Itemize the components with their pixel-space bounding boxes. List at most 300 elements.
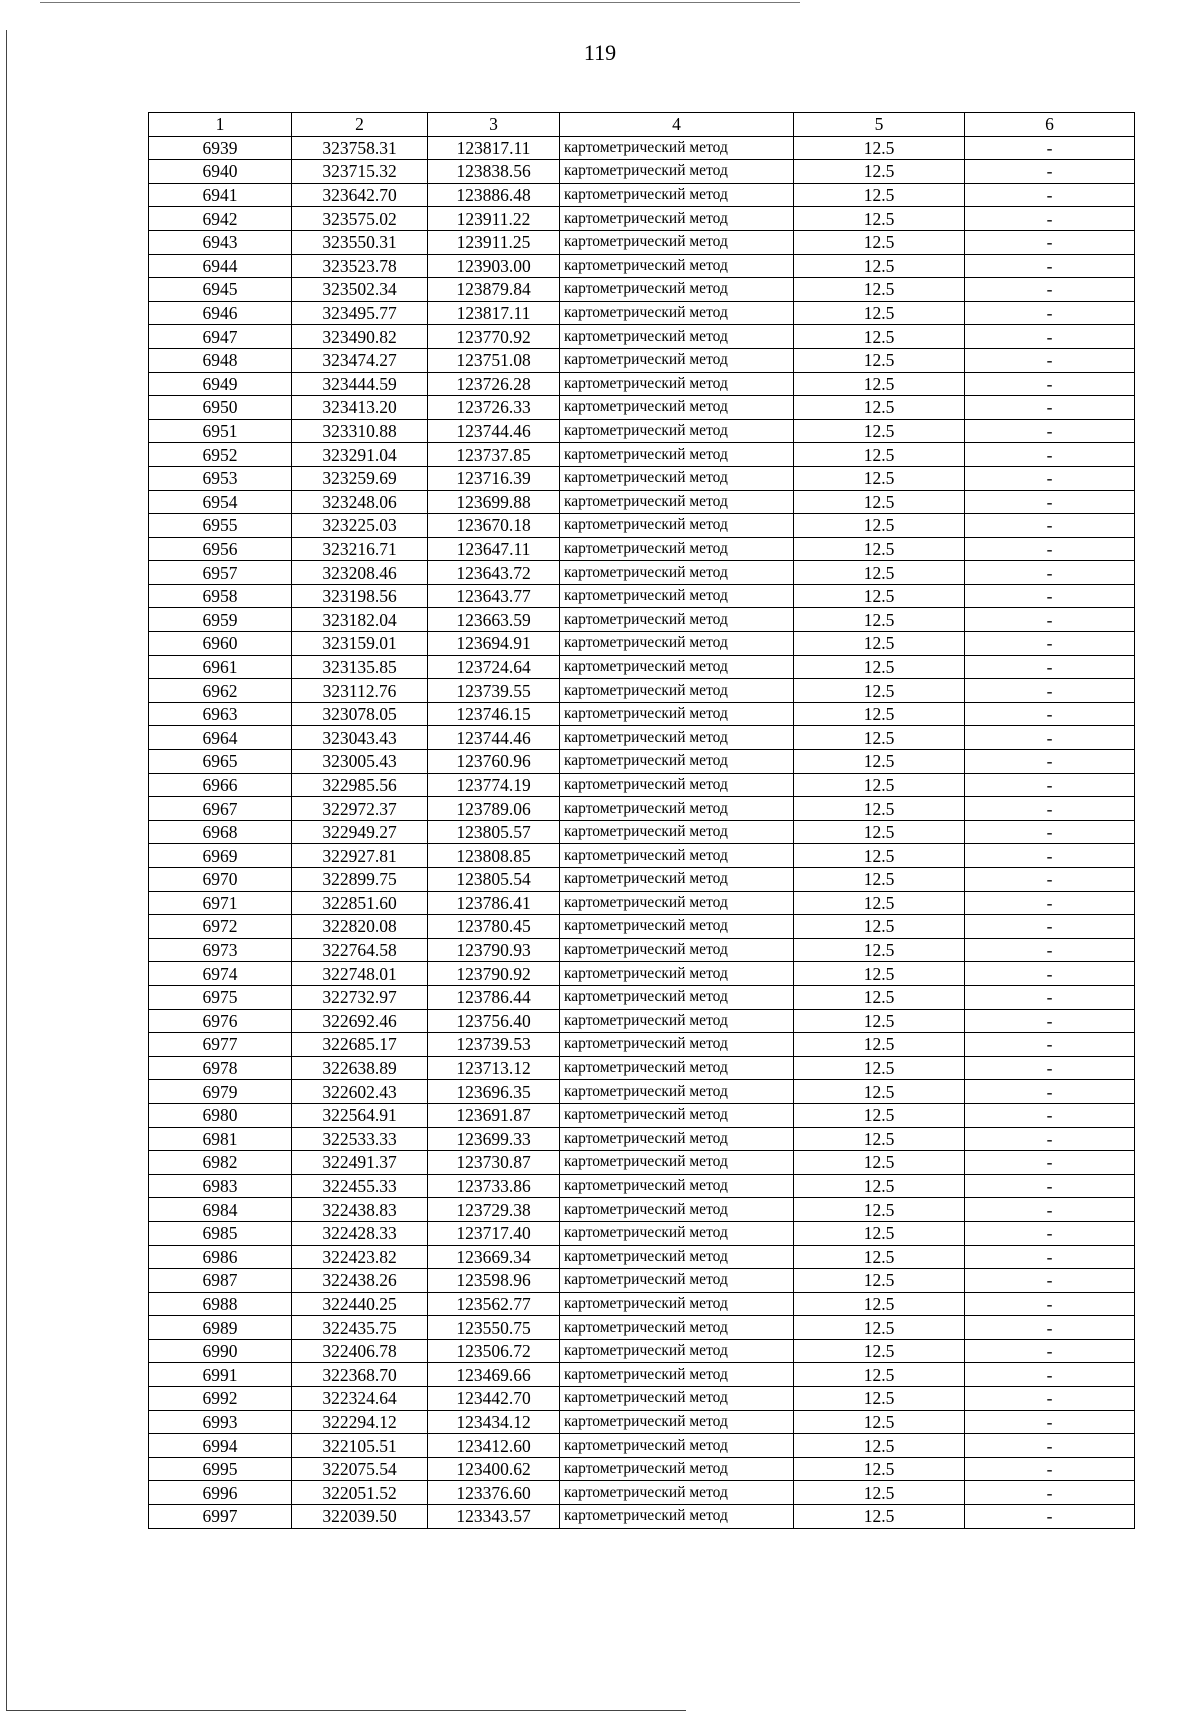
table-row <box>149 230 1135 254</box>
table-row <box>149 278 1135 302</box>
y-coordinate-cell: 123694.91 <box>428 632 560 656</box>
accuracy-cell: 12.5 <box>794 773 965 797</box>
x-coordinate-cell: 323642.70 <box>292 183 428 207</box>
accuracy-cell: 12.5 <box>794 419 965 443</box>
point-number-cell: 6980 <box>149 1103 292 1127</box>
point-number-cell: 6944 <box>149 254 292 278</box>
y-coordinate-cell: 123442.70 <box>428 1387 560 1411</box>
point-number-cell: 6946 <box>149 301 292 325</box>
note-cell: - <box>965 891 1135 915</box>
x-coordinate-cell: 323216.71 <box>292 537 428 561</box>
x-coordinate-cell: 322564.91 <box>292 1103 428 1127</box>
table-row <box>149 419 1135 443</box>
point-number-cell: 6953 <box>149 466 292 490</box>
y-coordinate-cell: 123696.35 <box>428 1080 560 1104</box>
x-coordinate-cell: 323259.69 <box>292 466 428 490</box>
point-number-cell: 6964 <box>149 726 292 750</box>
accuracy-cell: 12.5 <box>794 797 965 821</box>
accuracy-cell: 12.5 <box>794 750 965 774</box>
table-row <box>149 1457 1135 1481</box>
note-cell: - <box>965 254 1135 278</box>
y-coordinate-cell: 123805.57 <box>428 820 560 844</box>
y-coordinate-cell: 123756.40 <box>428 1009 560 1033</box>
point-number-cell: 6986 <box>149 1245 292 1269</box>
point-number-cell: 6941 <box>149 183 292 207</box>
accuracy-cell: 12.5 <box>794 844 965 868</box>
method-cell: картометрический метод <box>560 490 794 514</box>
point-number-cell: 6995 <box>149 1457 292 1481</box>
x-coordinate-cell: 322294.12 <box>292 1410 428 1434</box>
point-number-cell: 6978 <box>149 1056 292 1080</box>
y-coordinate-cell: 123746.15 <box>428 702 560 726</box>
table-row <box>149 561 1135 585</box>
point-number-cell: 6948 <box>149 348 292 372</box>
accuracy-cell: 12.5 <box>794 915 965 939</box>
point-number-cell: 6965 <box>149 750 292 774</box>
accuracy-cell: 12.5 <box>794 1174 965 1198</box>
table-row <box>149 1080 1135 1104</box>
point-number-cell: 6975 <box>149 985 292 1009</box>
point-number-cell: 6974 <box>149 962 292 986</box>
note-cell: - <box>965 561 1135 585</box>
note-cell: - <box>965 207 1135 231</box>
point-number-cell: 6951 <box>149 419 292 443</box>
x-coordinate-cell: 322764.58 <box>292 938 428 962</box>
method-cell: картометрический метод <box>560 1339 794 1363</box>
accuracy-cell: 12.5 <box>794 608 965 632</box>
method-cell: картометрический метод <box>560 1009 794 1033</box>
accuracy-cell: 12.5 <box>794 372 965 396</box>
method-cell: картометрический метод <box>560 915 794 939</box>
y-coordinate-cell: 123670.18 <box>428 514 560 538</box>
y-coordinate-cell: 123739.55 <box>428 679 560 703</box>
table-row <box>149 868 1135 892</box>
method-cell: картометрический метод <box>560 466 794 490</box>
accuracy-cell: 12.5 <box>794 1198 965 1222</box>
accuracy-cell: 12.5 <box>794 1009 965 1033</box>
header-cell-2: 2 <box>292 113 428 137</box>
x-coordinate-cell: 323159.01 <box>292 632 428 656</box>
accuracy-cell: 12.5 <box>794 396 965 420</box>
accuracy-cell: 12.5 <box>794 207 965 231</box>
note-cell: - <box>965 1434 1135 1458</box>
method-cell: картометрический метод <box>560 419 794 443</box>
note-cell: - <box>965 1151 1135 1175</box>
accuracy-cell: 12.5 <box>794 632 965 656</box>
method-cell: картометрический метод <box>560 1221 794 1245</box>
table-row <box>149 254 1135 278</box>
y-coordinate-cell: 123717.40 <box>428 1221 560 1245</box>
method-cell: картометрический метод <box>560 1127 794 1151</box>
point-number-cell: 6969 <box>149 844 292 868</box>
note-cell: - <box>965 278 1135 302</box>
table-row <box>149 325 1135 349</box>
table-row <box>149 1363 1135 1387</box>
method-cell: картометрический метод <box>560 1056 794 1080</box>
x-coordinate-cell: 323495.77 <box>292 301 428 325</box>
accuracy-cell: 12.5 <box>794 938 965 962</box>
note-cell: - <box>965 490 1135 514</box>
accuracy-cell: 12.5 <box>794 584 965 608</box>
method-cell: картометрический метод <box>560 891 794 915</box>
x-coordinate-cell: 322075.54 <box>292 1457 428 1481</box>
y-coordinate-cell: 123726.33 <box>428 396 560 420</box>
x-coordinate-cell: 322039.50 <box>292 1505 428 1529</box>
note-cell: - <box>965 396 1135 420</box>
x-coordinate-cell: 322455.33 <box>292 1174 428 1198</box>
x-coordinate-cell: 322685.17 <box>292 1033 428 1057</box>
table-row <box>149 985 1135 1009</box>
table-row <box>149 1387 1135 1411</box>
x-coordinate-cell: 323208.46 <box>292 561 428 585</box>
accuracy-cell: 12.5 <box>794 514 965 538</box>
method-cell: картометрический метод <box>560 1103 794 1127</box>
note-cell: - <box>965 1339 1135 1363</box>
y-coordinate-cell: 123730.87 <box>428 1151 560 1175</box>
y-coordinate-cell: 123737.85 <box>428 443 560 467</box>
note-cell: - <box>965 1363 1135 1387</box>
note-cell: - <box>965 750 1135 774</box>
coordinates-table <box>148 112 1135 1529</box>
accuracy-cell: 12.5 <box>794 136 965 160</box>
x-coordinate-cell: 323575.02 <box>292 207 428 231</box>
method-cell: картометрический метод <box>560 679 794 703</box>
table-row <box>149 655 1135 679</box>
y-coordinate-cell: 123598.96 <box>428 1269 560 1293</box>
table-row <box>149 183 1135 207</box>
table-row <box>149 915 1135 939</box>
accuracy-cell: 12.5 <box>794 443 965 467</box>
method-cell: картометрический метод <box>560 1080 794 1104</box>
method-cell: картометрический метод <box>560 254 794 278</box>
y-coordinate-cell: 123805.54 <box>428 868 560 892</box>
point-number-cell: 6984 <box>149 1198 292 1222</box>
note-cell: - <box>965 962 1135 986</box>
note-cell: - <box>965 1292 1135 1316</box>
table-row <box>149 1127 1135 1151</box>
note-cell: - <box>965 1410 1135 1434</box>
method-cell: картометрический метод <box>560 726 794 750</box>
y-coordinate-cell: 123669.34 <box>428 1245 560 1269</box>
point-number-cell: 6956 <box>149 537 292 561</box>
method-cell: картометрический метод <box>560 750 794 774</box>
y-coordinate-cell: 123808.85 <box>428 844 560 868</box>
y-coordinate-cell: 123729.38 <box>428 1198 560 1222</box>
note-cell: - <box>965 1457 1135 1481</box>
method-cell: картометрический метод <box>560 230 794 254</box>
x-coordinate-cell: 323413.20 <box>292 396 428 420</box>
y-coordinate-cell: 123724.64 <box>428 655 560 679</box>
table-row <box>149 1339 1135 1363</box>
point-number-cell: 6983 <box>149 1174 292 1198</box>
method-cell: картометрический метод <box>560 1434 794 1458</box>
header-cell-3: 3 <box>428 113 560 137</box>
note-cell: - <box>965 419 1135 443</box>
method-cell: картометрический метод <box>560 1363 794 1387</box>
y-coordinate-cell: 123774.19 <box>428 773 560 797</box>
method-cell: картометрический метод <box>560 514 794 538</box>
y-coordinate-cell: 123663.59 <box>428 608 560 632</box>
method-cell: картометрический метод <box>560 820 794 844</box>
point-number-cell: 6973 <box>149 938 292 962</box>
header-cell-4: 4 <box>560 113 794 137</box>
note-cell: - <box>965 868 1135 892</box>
point-number-cell: 6977 <box>149 1033 292 1057</box>
x-coordinate-cell: 323043.43 <box>292 726 428 750</box>
method-cell: картометрический метод <box>560 1292 794 1316</box>
table-row <box>149 797 1135 821</box>
accuracy-cell: 12.5 <box>794 1481 965 1505</box>
x-coordinate-cell: 322638.89 <box>292 1056 428 1080</box>
note-cell: - <box>965 1056 1135 1080</box>
accuracy-cell: 12.5 <box>794 1103 965 1127</box>
accuracy-cell: 12.5 <box>794 183 965 207</box>
y-coordinate-cell: 123699.33 <box>428 1127 560 1151</box>
y-coordinate-cell: 123911.22 <box>428 207 560 231</box>
method-cell: картометрический метод <box>560 160 794 184</box>
point-number-cell: 6957 <box>149 561 292 585</box>
x-coordinate-cell: 323310.88 <box>292 419 428 443</box>
point-number-cell: 6979 <box>149 1080 292 1104</box>
method-cell: картометрический метод <box>560 962 794 986</box>
point-number-cell: 6963 <box>149 702 292 726</box>
note-cell: - <box>965 1080 1135 1104</box>
point-number-cell: 6960 <box>149 632 292 656</box>
table-row <box>149 1033 1135 1057</box>
method-cell: картометрический метод <box>560 1033 794 1057</box>
accuracy-cell: 12.5 <box>794 891 965 915</box>
point-number-cell: 6939 <box>149 136 292 160</box>
method-cell: картометрический метод <box>560 207 794 231</box>
table-row <box>149 702 1135 726</box>
table-row <box>149 962 1135 986</box>
method-cell: картометрический метод <box>560 702 794 726</box>
y-coordinate-cell: 123733.86 <box>428 1174 560 1198</box>
y-coordinate-cell: 123790.92 <box>428 962 560 986</box>
accuracy-cell: 12.5 <box>794 1033 965 1057</box>
y-coordinate-cell: 123343.57 <box>428 1505 560 1529</box>
y-coordinate-cell: 123400.62 <box>428 1457 560 1481</box>
point-number-cell: 6994 <box>149 1434 292 1458</box>
point-number-cell: 6993 <box>149 1410 292 1434</box>
accuracy-cell: 12.5 <box>794 466 965 490</box>
method-cell: картометрический метод <box>560 985 794 1009</box>
x-coordinate-cell: 322438.26 <box>292 1269 428 1293</box>
method-cell: картометрический метод <box>560 1481 794 1505</box>
method-cell: картометрический метод <box>560 584 794 608</box>
y-coordinate-cell: 123726.28 <box>428 372 560 396</box>
x-coordinate-cell: 322491.37 <box>292 1151 428 1175</box>
y-coordinate-cell: 123744.46 <box>428 726 560 750</box>
x-coordinate-cell: 323182.04 <box>292 608 428 632</box>
x-coordinate-cell: 322949.27 <box>292 820 428 844</box>
point-number-cell: 6968 <box>149 820 292 844</box>
accuracy-cell: 12.5 <box>794 1434 965 1458</box>
point-number-cell: 6954 <box>149 490 292 514</box>
point-number-cell: 6996 <box>149 1481 292 1505</box>
table-row <box>149 396 1135 420</box>
table-row <box>149 891 1135 915</box>
note-cell: - <box>965 1174 1135 1198</box>
accuracy-cell: 12.5 <box>794 1387 965 1411</box>
y-coordinate-cell: 123744.46 <box>428 419 560 443</box>
accuracy-cell: 12.5 <box>794 230 965 254</box>
x-coordinate-cell: 322732.97 <box>292 985 428 1009</box>
note-cell: - <box>965 372 1135 396</box>
scan-edge-bottom <box>6 1710 686 1711</box>
table-row <box>149 1316 1135 1340</box>
note-cell: - <box>965 820 1135 844</box>
method-cell: картометрический метод <box>560 844 794 868</box>
table-body <box>149 136 1135 1528</box>
point-number-cell: 6971 <box>149 891 292 915</box>
note-cell: - <box>965 160 1135 184</box>
point-number-cell: 6940 <box>149 160 292 184</box>
method-cell: картометрический метод <box>560 396 794 420</box>
x-coordinate-cell: 323078.05 <box>292 702 428 726</box>
point-number-cell: 6947 <box>149 325 292 349</box>
note-cell: - <box>965 1103 1135 1127</box>
note-cell: - <box>965 1269 1135 1293</box>
y-coordinate-cell: 123643.72 <box>428 561 560 585</box>
accuracy-cell: 12.5 <box>794 537 965 561</box>
point-number-cell: 6942 <box>149 207 292 231</box>
note-cell: - <box>965 1245 1135 1269</box>
accuracy-cell: 12.5 <box>794 985 965 1009</box>
point-number-cell: 6972 <box>149 915 292 939</box>
accuracy-cell: 12.5 <box>794 1339 965 1363</box>
note-cell: - <box>965 655 1135 679</box>
x-coordinate-cell: 322820.08 <box>292 915 428 939</box>
table-row <box>149 844 1135 868</box>
table-row <box>149 1292 1135 1316</box>
note-cell: - <box>965 183 1135 207</box>
method-cell: картометрический метод <box>560 1505 794 1529</box>
note-cell: - <box>965 230 1135 254</box>
x-coordinate-cell: 323112.76 <box>292 679 428 703</box>
method-cell: картометрический метод <box>560 1269 794 1293</box>
method-cell: картометрический метод <box>560 1387 794 1411</box>
point-number-cell: 6990 <box>149 1339 292 1363</box>
header-cell-5: 5 <box>794 113 965 137</box>
note-cell: - <box>965 1481 1135 1505</box>
note-cell: - <box>965 466 1135 490</box>
accuracy-cell: 12.5 <box>794 868 965 892</box>
point-number-cell: 6985 <box>149 1221 292 1245</box>
x-coordinate-cell: 322851.60 <box>292 891 428 915</box>
table-row <box>149 490 1135 514</box>
accuracy-cell: 12.5 <box>794 679 965 703</box>
accuracy-cell: 12.5 <box>794 301 965 325</box>
x-coordinate-cell: 322972.37 <box>292 797 428 821</box>
note-cell: - <box>965 844 1135 868</box>
y-coordinate-cell: 123699.88 <box>428 490 560 514</box>
table-row <box>149 1481 1135 1505</box>
method-cell: картометрический метод <box>560 1410 794 1434</box>
point-number-cell: 6967 <box>149 797 292 821</box>
accuracy-cell: 12.5 <box>794 160 965 184</box>
y-coordinate-cell: 123550.75 <box>428 1316 560 1340</box>
accuracy-cell: 12.5 <box>794 655 965 679</box>
x-coordinate-cell: 322406.78 <box>292 1339 428 1363</box>
accuracy-cell: 12.5 <box>794 490 965 514</box>
point-number-cell: 6961 <box>149 655 292 679</box>
method-cell: картометрический метод <box>560 655 794 679</box>
accuracy-cell: 12.5 <box>794 1457 965 1481</box>
x-coordinate-cell: 323715.32 <box>292 160 428 184</box>
table-row <box>149 348 1135 372</box>
accuracy-cell: 12.5 <box>794 1151 965 1175</box>
table-row <box>149 207 1135 231</box>
y-coordinate-cell: 123817.11 <box>428 301 560 325</box>
x-coordinate-cell: 322428.33 <box>292 1221 428 1245</box>
point-number-cell: 6958 <box>149 584 292 608</box>
note-cell: - <box>965 514 1135 538</box>
accuracy-cell: 12.5 <box>794 278 965 302</box>
y-coordinate-cell: 123879.84 <box>428 278 560 302</box>
accuracy-cell: 12.5 <box>794 1127 965 1151</box>
method-cell: картометрический метод <box>560 1151 794 1175</box>
note-cell: - <box>965 797 1135 821</box>
y-coordinate-cell: 123506.72 <box>428 1339 560 1363</box>
x-coordinate-cell: 322748.01 <box>292 962 428 986</box>
x-coordinate-cell: 322105.51 <box>292 1434 428 1458</box>
table-row <box>149 938 1135 962</box>
y-coordinate-cell: 123376.60 <box>428 1481 560 1505</box>
y-coordinate-cell: 123789.06 <box>428 797 560 821</box>
note-cell: - <box>965 773 1135 797</box>
x-coordinate-cell: 322438.83 <box>292 1198 428 1222</box>
method-cell: картометрический метод <box>560 938 794 962</box>
x-coordinate-cell: 323550.31 <box>292 230 428 254</box>
x-coordinate-cell: 323225.03 <box>292 514 428 538</box>
note-cell: - <box>965 632 1135 656</box>
x-coordinate-cell: 323291.04 <box>292 443 428 467</box>
y-coordinate-cell: 123903.00 <box>428 254 560 278</box>
method-cell: картометрический метод <box>560 325 794 349</box>
y-coordinate-cell: 123716.39 <box>428 466 560 490</box>
table-row <box>149 1505 1135 1529</box>
table-row <box>149 160 1135 184</box>
y-coordinate-cell: 123412.60 <box>428 1434 560 1458</box>
point-number-cell: 6988 <box>149 1292 292 1316</box>
method-cell: картометрический метод <box>560 773 794 797</box>
accuracy-cell: 12.5 <box>794 1080 965 1104</box>
note-cell: - <box>965 1505 1135 1529</box>
table-row <box>149 537 1135 561</box>
y-coordinate-cell: 123643.77 <box>428 584 560 608</box>
table-row <box>149 1434 1135 1458</box>
table-row <box>149 1103 1135 1127</box>
note-cell: - <box>965 726 1135 750</box>
y-coordinate-cell: 123780.45 <box>428 915 560 939</box>
y-coordinate-cell: 123751.08 <box>428 348 560 372</box>
accuracy-cell: 12.5 <box>794 254 965 278</box>
note-cell: - <box>965 985 1135 1009</box>
x-coordinate-cell: 323135.85 <box>292 655 428 679</box>
table-row <box>149 679 1135 703</box>
point-number-cell: 6950 <box>149 396 292 420</box>
table-row <box>149 1221 1135 1245</box>
method-cell: картометрический метод <box>560 278 794 302</box>
table-row <box>149 1056 1135 1080</box>
x-coordinate-cell: 323198.56 <box>292 584 428 608</box>
y-coordinate-cell: 123786.44 <box>428 985 560 1009</box>
x-coordinate-cell: 323502.34 <box>292 278 428 302</box>
point-number-cell: 6952 <box>149 443 292 467</box>
table-row <box>149 1174 1135 1198</box>
x-coordinate-cell: 322692.46 <box>292 1009 428 1033</box>
